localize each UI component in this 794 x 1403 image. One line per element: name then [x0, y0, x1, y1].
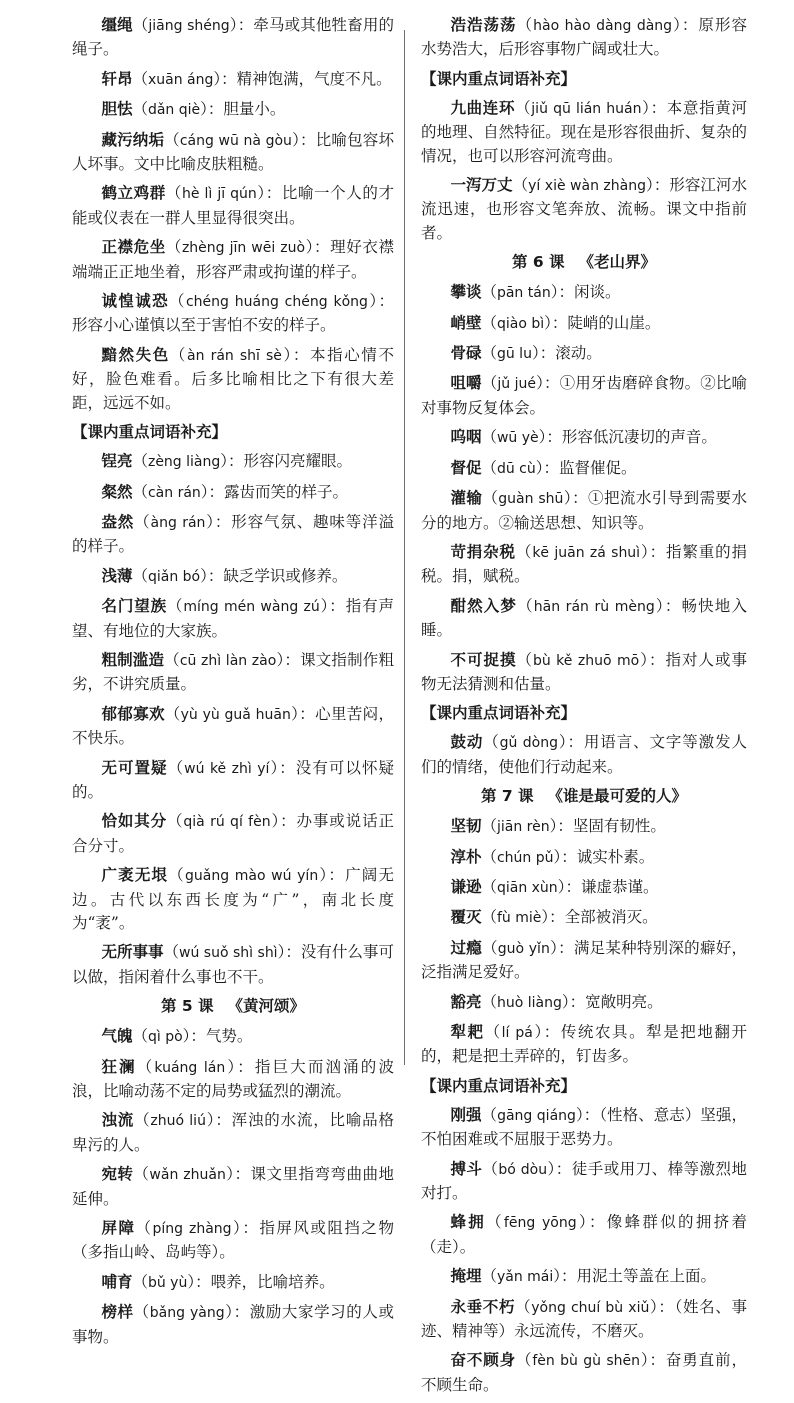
vocab-entry: 峭壁（qiào bì）：陡峭的山崖。: [450, 313, 661, 332]
vocab-pinyin: xuān áng: [147, 71, 214, 88]
vocab-term: 轩昂: [101, 69, 133, 88]
right-column: [421, 14, 747, 1403]
vocab-pinyin: jǔ jué: [497, 376, 537, 393]
vocab-entry: 搏斗（bó dòu）：徒手或用刀、棒等激烈地对打。: [421, 1159, 747, 1203]
vocab-entry: 屏障（píng zhàng）：指屏风或阻挡之物（多指山岭、岛屿等）。: [72, 1219, 394, 1262]
vocab-definition: 传统农具。犁是把地翻开的，耙是把土弄碎的，钉齿多。: [421, 1023, 747, 1066]
vocab-definition: 像蜂群似的拥挤着（走）。: [421, 1213, 747, 1256]
vocab-definition: （姓名、事迹、精神等）永远流传，不磨灭。: [421, 1297, 747, 1341]
vocab-definition: 形容低沉凄切的声音。: [561, 428, 717, 447]
supplement-heading: 【课内重点词语补充】: [421, 704, 577, 723]
vocab-term: 呜咽: [450, 428, 482, 447]
vocab-pinyin: fēng yōng: [503, 1215, 577, 1232]
vocab-term: 过瘾: [450, 938, 482, 957]
vocab-definition: 宽敞明亮。: [585, 992, 663, 1011]
vocab-term: 苛捐杂税: [450, 542, 516, 561]
supplement-heading: 【课内重点词语补充】: [72, 423, 228, 442]
vocab-pinyin: jiāng shéng: [148, 18, 230, 34]
vocab-entry: 呜咽（wū yè）：形容低沉凄切的声音。: [450, 428, 717, 447]
vocab-definition: 奋勇直前，不顾生命。: [421, 1351, 747, 1394]
vocab-definition: 用泥土等盖在上面。: [576, 1267, 717, 1286]
vocab-term: 屏障: [101, 1219, 136, 1238]
vocab-entry: 过瘾（guò yǐn）：满足某种特别深的癖好，泛指满足爱好。: [421, 938, 747, 982]
vocab-definition: 形容江河水流迅速，也形容文笔奔放、流畅。课文中指前者。: [421, 176, 747, 242]
vocab-term: 九曲连环: [450, 98, 516, 117]
left-column: [72, 14, 394, 1355]
vocab-definition: 办事或说话正合分寸。: [72, 812, 394, 855]
vocab-definition: 广阔无边。古代以东西长度为“广”，南北长度为“袤”。: [72, 866, 394, 932]
vocab-pinyin: qiǎn bó: [147, 568, 201, 585]
vocab-entry: 督促（dū cù）：监督催促。: [450, 458, 637, 477]
vocab-pinyin: gǔ dòng: [499, 735, 558, 752]
vocab-definition: 牵马或其他牲畜用的绳子。: [72, 16, 394, 59]
vocab-term: 鼓动: [450, 733, 484, 752]
vocab-term: 浅薄: [101, 566, 133, 585]
vocab-entry: 坚韧（jiān rèn）：坚固有韧性。: [450, 817, 666, 836]
vocab-pinyin: bǔ yù: [147, 1274, 188, 1291]
vocab-definition: 心里苦闷，不快乐。: [72, 704, 394, 748]
supplement-heading: 【课内重点词语补充】: [421, 69, 577, 88]
vocab-entry: 胆怯（dǎn qiè）：胆量小。: [101, 100, 286, 119]
vocab-definition: 闲谈。: [573, 283, 621, 302]
vocab-entry: 正襟危坐（zhèng jīn wēi zuò）：理好衣襟端端正正地坐着，形容严肃或拘谨的样子。: [72, 238, 394, 281]
vocab-definition: 滚动。: [555, 344, 602, 363]
vocab-pinyin: wú kě zhì yí: [184, 760, 270, 777]
vocab-term: 覆灭: [450, 908, 482, 927]
vocab-entry: 气魄（qì pò）：气势。: [101, 1027, 253, 1046]
vocab-entry: 谦逊（qiān xùn）：谦虚恭谨。: [450, 877, 659, 896]
vocab-entry: 郁郁寡欢（yù yù guǎ huān）：心里苦闷，不快乐。: [72, 704, 394, 748]
vocab-pinyin: qì pò: [147, 1029, 183, 1046]
vocab-definition: 形容闪亮耀眼。: [243, 452, 353, 471]
vocab-pinyin: gāng qiáng: [497, 1107, 576, 1124]
vocab-pinyin: gū lu: [496, 346, 532, 363]
vocab-definition: 全部被消灭。: [564, 908, 658, 927]
vocab-term: 不可捉摸: [450, 650, 517, 669]
vocab-definition: ①把流水引导到需要水分的地方。②输送思想、知识等。: [421, 489, 747, 532]
vocab-entry: 恰如其分（qià rú qí fèn）：办事或说话正合分寸。: [72, 812, 394, 855]
vocab-pinyin: bó dòu: [498, 1161, 548, 1178]
vocab-term: 蜂拥: [450, 1213, 487, 1232]
vocab-term: 鹤立鸡群: [101, 184, 166, 203]
lesson-number: 第 5 课: [160, 997, 214, 1016]
vocab-term: 名门望族: [101, 597, 167, 616]
vocab-entry: 无可置疑（wú kě zhì yí）：没有可以怀疑的。: [72, 758, 394, 801]
vocab-term: 哺育: [101, 1272, 133, 1291]
vocab-entry: 永垂不朽（yǒng chuí bù xiǔ）：（姓名、事迹、精神等）永远流传，不磨灭。: [421, 1297, 747, 1341]
vocab-definition: 指巨大而汹涌的波浪，比喻动荡不定的局势或猛烈的潮流。: [72, 1057, 394, 1101]
vocab-term: 无可置疑: [101, 758, 168, 777]
vocab-definition: 浑浊的水流，比喻品格卑污的人。: [72, 1111, 394, 1154]
vocab-definition: 坚固有韧性。: [572, 817, 666, 836]
vocab-term: 盎然: [101, 512, 135, 531]
vocab-term: 粲然: [101, 482, 133, 501]
vocab-entry: 锃亮（zèng liàng）：形容闪亮耀眼。: [101, 452, 353, 471]
vocab-definition: 气势。: [205, 1027, 253, 1046]
vocab-term: 咀嚼: [450, 374, 482, 393]
lesson-title: 《黄河颂》: [227, 997, 306, 1016]
vocab-definition: 畅快地入睡。: [421, 596, 747, 640]
vocab-term: 浩浩荡荡: [450, 16, 517, 34]
vocab-definition: 课文指制作粗劣，不讲究质量。: [72, 650, 394, 694]
vocab-definition: 用语言、文字等激发人们的情绪，使他们行动起来。: [421, 733, 747, 776]
vocab-term: 胆怯: [101, 100, 133, 119]
vocab-term: 恰如其分: [101, 812, 167, 831]
vocab-term: 气魄: [101, 1027, 133, 1046]
vocab-entry: 灌输（guàn shū）：①把流水引导到需要水分的地方。②输送思想、知识等。: [421, 489, 747, 532]
vocab-pinyin: cū zhì làn zào: [179, 652, 277, 669]
vocab-pinyin: hè lì jī qún: [181, 186, 257, 203]
lesson-heading: [72, 995, 394, 1018]
vocab-pinyin: lí pá: [501, 1025, 533, 1041]
vocab-term: 黯然失色: [101, 345, 170, 364]
vocab-definition: 本意指黄河的地理、自然特征。现在是形容很曲折、复杂的情况，也可以形容河流弯曲。: [421, 98, 747, 165]
vocab-entry: 蜂拥（fēng yōng）：像蜂群似的拥挤着（走）。: [421, 1213, 747, 1256]
vocab-entry: 鹤立鸡群（hè lì jī qún）：比喻一个人的才能或仪表在一群人里显得很突出。: [72, 184, 394, 227]
vocab-pinyin: hào hào dàng dàng: [533, 18, 673, 34]
vocab-term: 永垂不朽: [450, 1297, 516, 1316]
vocab-pinyin: huò liàng: [496, 994, 562, 1011]
vocab-pinyin: zhuó liú: [150, 1113, 206, 1130]
vocab-entry: 攀谈（pān tán）：闲谈。: [450, 283, 621, 302]
vocab-entry: 名门望族（míng mén wàng zú）：指有声望、有地位的大家族。: [72, 597, 394, 640]
vocab-term: 掩埋: [450, 1267, 482, 1286]
vocab-pinyin: qiào bì: [496, 315, 545, 332]
vocab-pinyin: dū cù: [496, 460, 536, 477]
lesson-number: 第 6 课: [511, 253, 565, 272]
vocab-pinyin: míng mén wàng zú: [183, 599, 320, 616]
vocab-term: 搏斗: [450, 1159, 483, 1178]
vocab-definition: 精神饱满，气度不凡。: [236, 69, 392, 88]
vocab-entry: 盎然（àng rán）：形容气氛、趣味等洋溢的样子。: [72, 512, 394, 556]
vocab-term: 锃亮: [101, 452, 133, 471]
vocab-term: 无所事事: [101, 943, 164, 962]
vocab-entry: 淳朴（chún pǔ）：诚实朴素。: [450, 847, 655, 866]
vocab-entry: 覆灭（fù miè）：全部被消灭。: [450, 908, 658, 927]
vocab-definition: 没有可以怀疑的。: [72, 758, 394, 801]
vocab-pinyin: wú suǒ shì shì: [179, 945, 278, 962]
vocab-entry: 缰绳（jiāng shéng）：牵马或其他牲畜用的绳子。: [72, 16, 394, 59]
lesson-heading: [421, 251, 747, 274]
vocab-entry: 广袤无垠（guǎng mào wú yín）：广阔无边。古代以东西长度为“广”，南北长度为“袤”。: [72, 866, 394, 932]
vocab-entry: 奋不顾身（fèn bù gù shēn）：奋勇直前，不顾生命。: [421, 1351, 747, 1394]
vocab-term: 藏污纳垢: [101, 130, 165, 149]
vocab-entry: 哺育（bǔ yù）：喂养，比喻培养。: [101, 1272, 335, 1291]
vocab-definition: 比喻包容坏人坏事。文中比喻皮肤粗糙。: [72, 130, 394, 174]
vocab-pinyin: cáng wū nà gòu: [179, 132, 292, 149]
vocab-term: 督促: [450, 458, 482, 477]
vocab-term: 粗制滥造: [101, 650, 165, 669]
vocab-entry: 掩埋（yǎn mái）：用泥土等盖在上面。: [450, 1267, 717, 1286]
vocab-definition: 没有什么事可以做，指闲着什么事也不干。: [72, 943, 394, 986]
vocab-pinyin: càn rán: [147, 484, 201, 501]
vocab-pinyin: àn rán shī sè: [187, 347, 282, 364]
vocab-pinyin: kuáng lán: [154, 1059, 226, 1076]
vocab-term: 榜样: [101, 1303, 134, 1322]
vocab-term: 广袤无垠: [101, 866, 169, 885]
column-divider: [404, 30, 405, 1065]
vocab-definition: 满足某种特别深的癖好，泛指满足爱好。: [421, 938, 747, 982]
vocab-pinyin: guǎng mào wú yín: [184, 868, 319, 885]
vocab-term: 狂澜: [101, 1057, 137, 1076]
vocab-term: 正襟危坐: [101, 238, 166, 257]
vocab-definition: 陡峭的山崖。: [567, 313, 661, 332]
vocab-definition: 监督催促。: [559, 458, 637, 477]
vocab-term: 豁亮: [450, 992, 482, 1011]
vocab-entry: 藏污纳垢（cáng wū nà gòu）：比喻包容坏人坏事。文中比喻皮肤粗糙。: [72, 130, 394, 174]
vocab-entry: 一泻万丈（yí xiè wàn zhàng）：形容江河水流迅速，也形容文笔奔放、流畅。课文中指前者。: [421, 176, 747, 242]
vocab-pinyin: bù kě zhuō mō: [532, 652, 640, 669]
vocab-entry: 酣然入梦（hān rán rù mèng）：畅快地入睡。: [421, 596, 747, 640]
vocab-entry: 犁耙（lí pá）：传统农具。犁是把地翻开的，耙是把土弄碎的，钉齿多。: [421, 1023, 747, 1066]
vocab-pinyin: jiān rèn: [496, 819, 550, 836]
vocab-entry: 粲然（càn rán）：露齿而笑的样子。: [101, 482, 349, 501]
vocab-definition: 喂养，比喻培养。: [210, 1272, 335, 1291]
vocab-entry: 不可捉摸（bù kě zhuō mō）：指对人或事物无法猜测和估量。: [421, 650, 747, 693]
vocab-pinyin: wū yè: [496, 430, 539, 447]
vocab-term: 骨碌: [450, 344, 482, 363]
vocab-definition: 形容气氛、趣味等洋溢的样子。: [72, 512, 394, 556]
vocab-definition: 形容小心谨慎以至于害怕不安的样子。: [72, 316, 336, 335]
vocab-term: 峭壁: [450, 313, 482, 332]
vocab-pinyin: yǒng chuí bù xiǔ: [531, 1299, 650, 1316]
vocab-pinyin: qiān xùn: [496, 879, 558, 896]
vocab-term: 郁郁寡欢: [101, 704, 165, 723]
vocab-definition: 原形容水势浩大，后形容事物广阔或壮大。: [421, 16, 747, 59]
vocab-term: 酣然入梦: [450, 596, 518, 615]
vocab-definition: 诚实朴素。: [576, 847, 655, 866]
vocab-pinyin: chéng huáng chéng kǒng: [185, 294, 368, 311]
vocab-pinyin: yǎn mái: [496, 1269, 554, 1286]
vocab-term: 淳朴: [450, 847, 482, 866]
vocab-definition: 指屏风或阻挡之物（多指山岭、岛屿等）。: [72, 1219, 394, 1262]
vocab-entry: 九曲连环（jiǔ qū lián huán）：本意指黄河的地理、自然特征。现在是形容很曲折、复杂的情况，也可以形容河流弯曲。: [421, 98, 747, 165]
vocab-pinyin: àng rán: [150, 514, 206, 531]
vocab-term: 刚强: [450, 1105, 482, 1124]
vocab-definition: 指繁重的捐税。捐，赋税。: [421, 542, 747, 586]
vocab-term: 一泻万丈: [450, 176, 513, 195]
supplement-heading: 【课内重点词语补充】: [421, 1076, 577, 1095]
vocab-pinyin: yù yù guǎ huān: [180, 706, 291, 723]
vocab-term: 奋不顾身: [450, 1351, 516, 1370]
vocab-entry: 浊流（zhuó liú）：浑浊的水流，比喻品格卑污的人。: [72, 1111, 394, 1154]
vocab-pinyin: qià rú qí fèn: [183, 814, 271, 831]
vocab-entry: 诚惶诚恐（chéng huáng chéng kǒng）：形容小心谨慎以至于害怕不安的样子。: [72, 292, 394, 335]
vocab-definition: 谦虚恭谨。: [580, 877, 659, 896]
vocab-pinyin: fù miè: [496, 910, 542, 927]
vocab-term: 浊流: [101, 1111, 135, 1130]
vocab-pinyin: píng zhàng: [152, 1221, 232, 1238]
lesson-title: 《谁是最可爱的人》: [547, 787, 688, 806]
lesson-title: 《老山界》: [578, 253, 657, 272]
vocab-pinyin: fèn bù gù shēn: [532, 1353, 640, 1370]
vocab-term: 谦逊: [450, 877, 482, 896]
vocab-definition: 激励大家学习的人或事物。: [72, 1303, 394, 1346]
vocab-definition: ①用牙齿磨碎食物。②比喻对事物反复体会。: [421, 374, 747, 417]
vocab-entry: 咀嚼（jǔ jué）：①用牙齿磨碎食物。②比喻对事物反复体会。: [421, 374, 747, 417]
vocab-entry: 苛捐杂税（kē juān zá shuì）：指繁重的捐税。捐，赋税。: [421, 542, 747, 586]
vocab-term: 攀谈: [450, 283, 482, 302]
vocab-definition: 缺乏学识或修养。: [223, 566, 348, 585]
vocab-pinyin: zèng liàng: [147, 454, 221, 471]
vocab-pinyin: pān tán: [496, 285, 551, 302]
vocab-term: 犁耙: [450, 1023, 485, 1041]
vocab-pinyin: hān rán rù mèng: [533, 598, 655, 615]
vocab-definition: 胆量小。: [223, 100, 286, 119]
vocab-term: 宛转: [101, 1165, 134, 1184]
vocab-definition: 理好衣襟端端正正地坐着，形容严肃或拘谨的样子。: [72, 238, 394, 281]
vocab-definition: 露齿而笑的样子。: [224, 482, 349, 501]
vocab-term: 缰绳: [101, 16, 133, 34]
vocab-entry: 骨碌（gū lu）：滚动。: [450, 344, 602, 363]
vocab-pinyin: jiǔ qū lián huán: [531, 100, 642, 117]
vocab-definition: 课文里指弯弯曲曲地延伸。: [72, 1165, 394, 1208]
vocab-entry: 无所事事（wú suǒ shì shì）：没有什么事可以做，指闲着什么事也不干。: [72, 943, 394, 986]
vocab-definition: （性格、意志）坚强，不怕困难或不屈服于恶势力。: [421, 1105, 747, 1149]
vocab-term: 诚惶诚恐: [101, 292, 170, 311]
lesson-heading: [421, 785, 747, 808]
vocab-entry: 浩浩荡荡（hào hào dàng dàng）：原形容水势浩大，后形容事物广阔或壮大。: [421, 16, 747, 59]
vocab-entry: 轩昂（xuān áng）：精神饱满，气度不凡。: [101, 69, 392, 88]
vocab-entry: 刚强（gāng qiáng）：（性格、意志）坚强，不怕困难或不屈服于恶势力。: [421, 1105, 747, 1149]
vocab-entry: 豁亮（huò liàng）：宽敞明亮。: [450, 992, 663, 1011]
vocab-pinyin: chún pǔ: [496, 849, 554, 866]
vocab-entry: 鼓动（gǔ dòng）：用语言、文字等激发人们的情绪，使他们行动起来。: [421, 733, 747, 776]
vocab-pinyin: kē juān zá shuì: [532, 544, 641, 561]
lesson-number: 第 7 课: [480, 787, 534, 806]
vocab-definition: 比喻一个人的才能或仪表在一群人里显得很突出。: [72, 184, 394, 227]
vocab-pinyin: bǎng yàng: [149, 1305, 225, 1322]
vocab-term: 坚韧: [450, 817, 482, 836]
vocab-definition: 徒手或用刀、棒等激烈地对打。: [421, 1159, 747, 1203]
vocab-pinyin: guò yǐn: [497, 940, 550, 957]
vocab-definition: 指对人或事物无法猜测和估量。: [421, 650, 747, 693]
vocab-pinyin: zhèng jīn wēi zuò: [181, 240, 306, 257]
vocab-definition: 本指心情不好，脸色难看。后多比喻相比之下有很大差距，远远不如。: [72, 345, 394, 412]
vocab-entry: 宛转（wǎn zhuǎn）：课文里指弯弯曲曲地延伸。: [72, 1165, 394, 1208]
vocab-pinyin: dǎn qiè: [147, 102, 201, 119]
vocab-term: 灌输: [450, 489, 483, 508]
vocab-entry: 榜样（bǎng yàng）：激励大家学习的人或事物。: [72, 1303, 394, 1346]
vocab-definition: 指有声望、有地位的大家族。: [72, 597, 394, 640]
vocab-pinyin: wǎn zhuǎn: [149, 1167, 226, 1184]
vocab-pinyin: guàn shū: [498, 491, 564, 508]
vocab-entry: 狂澜（kuáng lán）：指巨大而汹涌的波浪，比喻动荡不定的局势或猛烈的潮流。: [72, 1057, 394, 1101]
vocab-entry: 黯然失色（àn rán shī sè）：本指心情不好，脸色难看。后多比喻相比之下有很大差距，远远不如。: [72, 345, 394, 412]
vocab-entry: 粗制滥造（cū zhì làn zào）：课文指制作粗劣，不讲究质量。: [72, 650, 394, 694]
vocab-entry: 浅薄（qiǎn bó）：缺乏学识或修养。: [101, 566, 348, 585]
vocab-pinyin: yí xiè wàn zhàng: [528, 178, 646, 195]
